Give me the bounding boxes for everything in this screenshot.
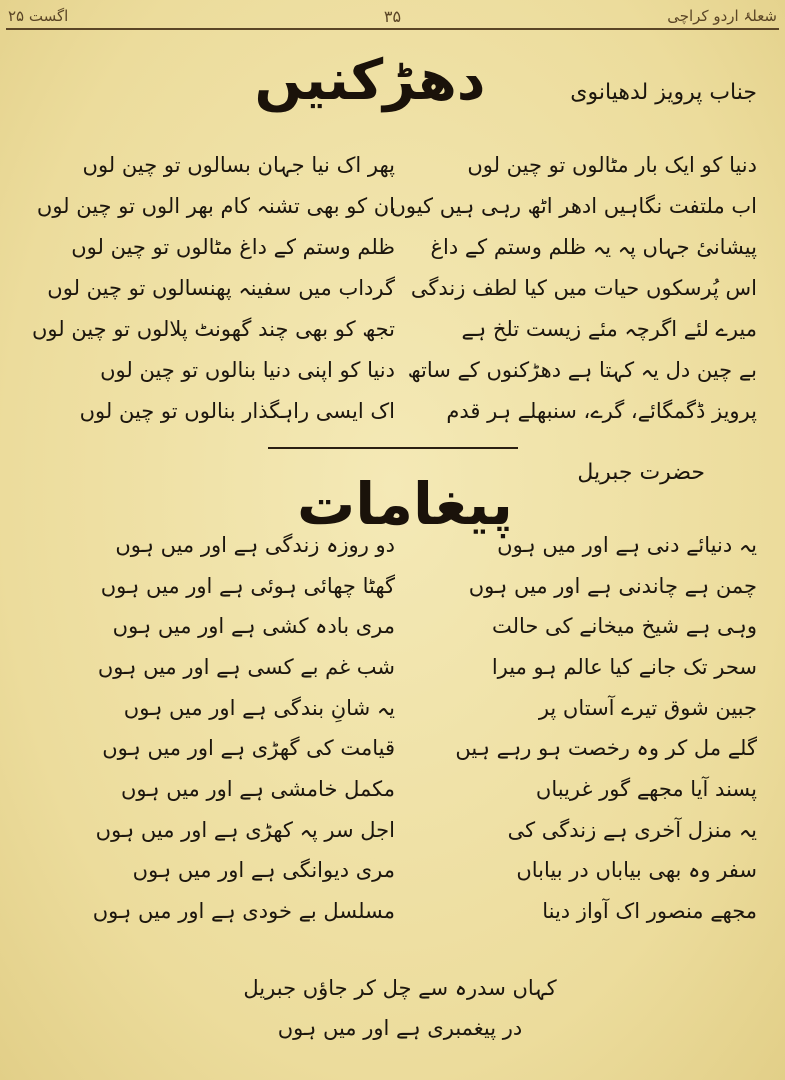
verse-line: پھر اک نیا جہان بسالوں تو چین لوں bbox=[82, 153, 395, 177]
verse-line: اس پُرسکوں حیات میں کیا لطف زندگی bbox=[410, 276, 757, 300]
verse-line: یہ شانِ بندگی ہے اور میں ہوں bbox=[123, 695, 395, 720]
verse-line: چمن ہے چاندنی ہے اور میں ہوں bbox=[468, 573, 757, 598]
header-rule bbox=[6, 28, 779, 30]
verse-line: قیامت کی گھڑی ہے اور میں ہوں bbox=[102, 736, 395, 761]
verse-line: گھٹا چھائی ہوئی ہے اور میں ہوں bbox=[100, 573, 395, 598]
verse-line: اجل سر پہ کھڑی ہے اور میں ہوں bbox=[95, 817, 395, 842]
verse-line: شب غم بے کسی ہے اور میں ہوں bbox=[97, 654, 395, 679]
verse-line: میرے لئے اگرچہ مئے زیست تلخ ہے bbox=[461, 317, 757, 341]
section-divider bbox=[268, 447, 518, 449]
verse-line: پرویز ڈگمگائے، گرے، سنبھلے ہر قدم bbox=[446, 399, 757, 423]
verse-line: دنیا کو ایک بار مٹالوں تو چین لوں bbox=[467, 153, 757, 177]
poem1-right-column bbox=[387, 145, 757, 432]
verse-line: مجھے منصور اک آواز دینا bbox=[542, 899, 757, 924]
verse-line: پسند آیا مجھے گور غریباں bbox=[535, 776, 757, 801]
verse-line: جبین شوق تیرے آستاں پر bbox=[538, 695, 757, 720]
verse-line: دو روزہ زندگی ہے اور میں ہوں bbox=[115, 532, 395, 557]
verse-line: مکمل خامشی ہے اور میں ہوں bbox=[120, 776, 395, 801]
verse-line: ظلم وستم کے داغ مٹالوں تو چین لوں bbox=[71, 235, 395, 259]
verse-line: سفر وہ بھی بیاباں در بیاباں bbox=[516, 858, 757, 883]
poem1-left-column bbox=[32, 145, 395, 432]
page-header bbox=[8, 4, 777, 28]
verse-line: مری دیوانگی ہے اور میں ہوں bbox=[132, 858, 395, 883]
poem1-poet: جناب پرویز لدھیانوی bbox=[570, 80, 757, 105]
verse-line: سحر تک جانے کیا عالم ہو میرا bbox=[491, 654, 757, 679]
poem2-title: پیغامات bbox=[297, 470, 513, 538]
poem2-right-column bbox=[387, 525, 757, 932]
verse-line: اب ملتفت نگاہیں ادھر اٹھ رہی ہیں کیوں bbox=[390, 194, 757, 218]
page-number: ۳۵ bbox=[383, 6, 402, 26]
verse-line: مری بادہ کشی ہے اور میں ہوں bbox=[112, 614, 395, 639]
verse-line: یہ دنیائے دنی ہے اور میں ہوں bbox=[497, 532, 757, 557]
poem2-left-column bbox=[55, 525, 395, 932]
verse-line: دنیا کو اپنی دنیا بنالوں تو چین لوں bbox=[100, 358, 395, 382]
poem1-title: دھڑکنیں bbox=[254, 48, 486, 113]
verse-line: یہ منزل آخری ہے زندگی کی bbox=[507, 817, 757, 842]
poem2-poet: حضرت جبریل bbox=[577, 460, 705, 485]
closing-verse-line: کہاں سدرہ سے چل کر جاؤں جبریل bbox=[243, 976, 557, 1000]
closing-verse-line: در پیغمبری ہے اور میں ہوں bbox=[277, 1016, 523, 1040]
verse-line: تجھ کو بھی چند گھونٹ پلالوں تو چین لوں bbox=[32, 317, 395, 341]
header-magazine-name: شعلۂ اردو کراچی bbox=[667, 7, 777, 25]
verse-line: ان کو بھی تشنہ کام بھر الوں تو چین لوں bbox=[36, 194, 395, 218]
header-left-date: اگست ۲۵ bbox=[8, 7, 69, 25]
verse-line: گلے مل کر وہ رخصت ہو رہے ہیں bbox=[455, 736, 757, 761]
verse-line: اک ایسی راہگذار بنالوں تو چین لوں bbox=[79, 399, 395, 423]
verse-line: پیشانیٔ جہاں پہ یہ ظلم وستم کے داغ bbox=[430, 235, 757, 259]
verse-line: بے چین دل یہ کہتا ہے دھڑکنوں کے ساتھ bbox=[407, 358, 757, 382]
verse-line: مسلسل بے خودی ہے اور میں ہوں bbox=[92, 899, 395, 924]
verse-line: گرداب میں سفینہ پھنسالوں تو چین لوں bbox=[47, 276, 395, 300]
verse-line: وہی ہے شیخ میخانے کی حالت bbox=[491, 614, 757, 639]
